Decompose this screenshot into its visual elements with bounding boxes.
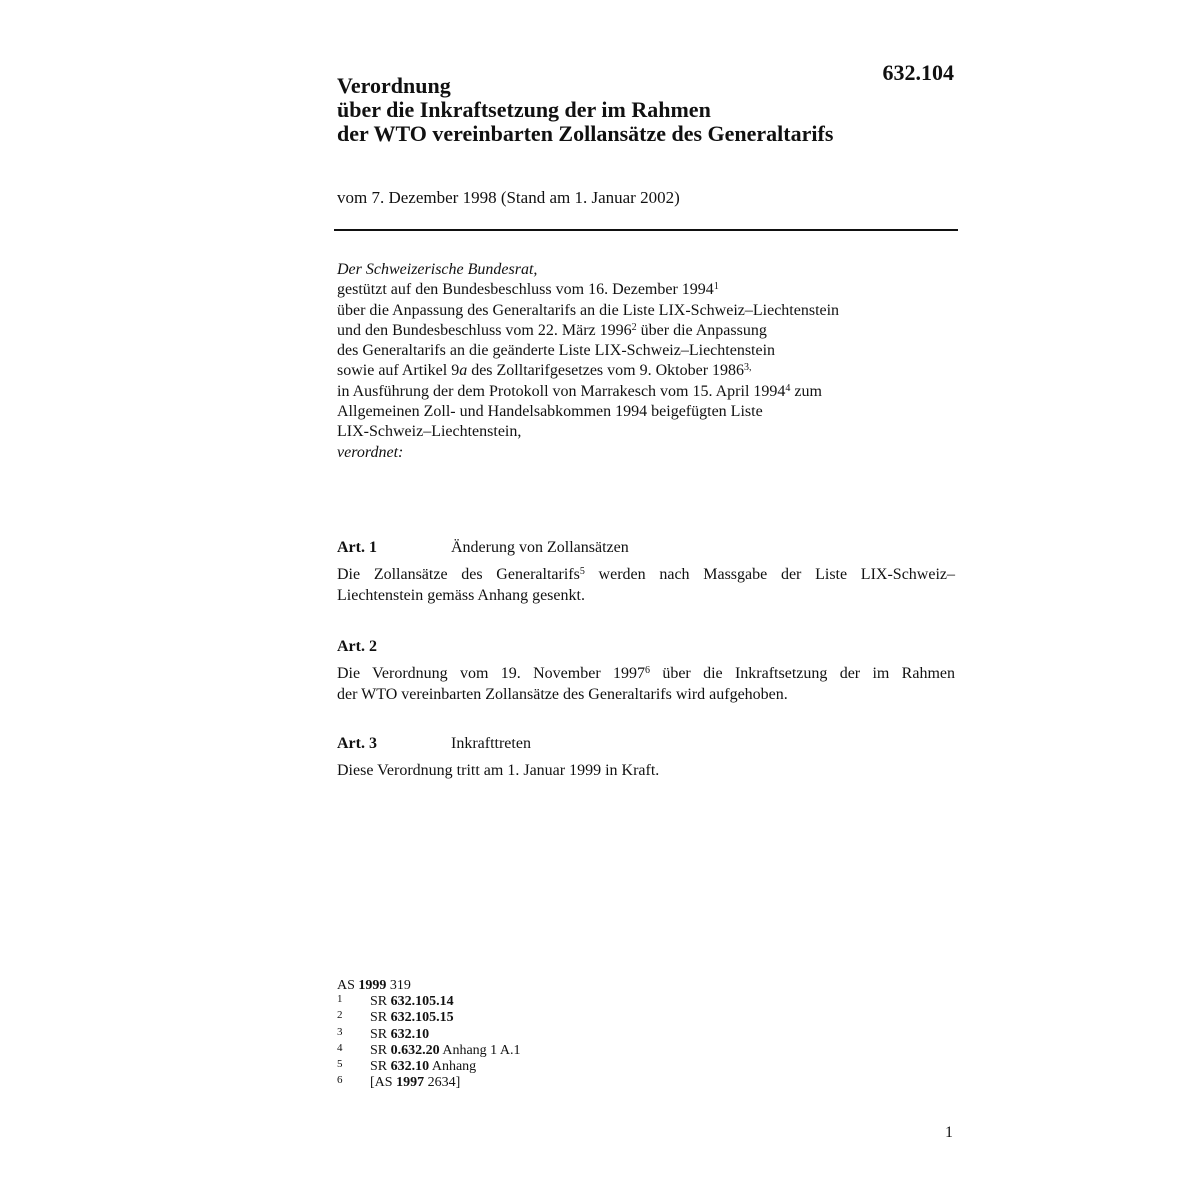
article-title: Inkrafttreten: [451, 735, 531, 752]
preamble-closing: verordnet:: [337, 443, 404, 461]
preamble-line: gestützt auf den Bundesbeschluss vom 16. Dezember 1994$^1$: [337, 281, 719, 299]
footnote-ref[interactable]: 3,: [744, 362, 752, 374]
date-line: vom 7. Dezember 1998 (Stand am 1. Januar 2002): [337, 188, 680, 207]
as-reference: AS 1999 319: [337, 978, 411, 993]
article-number: Art. 2: [337, 638, 377, 655]
preamble-line: sowie auf Artikel 9a des Zolltarifgesetzes vom 9. Oktober $1986^{3,}$: [337, 362, 752, 380]
footnote-ref[interactable]: 4: [785, 382, 791, 394]
document-title: [337, 74, 957, 146]
footnote-item: 2 SR 632.105.15: [337, 1009, 454, 1026]
title-line-1: Verordnung: [337, 73, 451, 98]
preamble-line: des Generaltarifs an die geänderte Liste LIX-Schweiz–Liechtenstein: [337, 342, 776, 360]
footnote-mark: 6: [337, 1074, 343, 1087]
footnote-ref[interactable]: 5: [579, 566, 585, 577]
preamble-line: in Ausführung der dem Protokoll von Marrakesch vom 15. April 1994$^4$ zum: [337, 382, 822, 400]
article-2: [337, 636, 955, 705]
footnote-item: 3 SR 632.10: [337, 1025, 430, 1042]
footnote-mark: 5: [337, 1057, 343, 1070]
title-divider: [334, 229, 958, 231]
footnote-item: 6 [AS 1997 2634]: [337, 1074, 461, 1091]
article-body: Die Zollansätze des Generaltarifs$^5$ werden nach Massgabe der Liste LIX-Schweiz– Liechtenstein gemäss Anhang gesenkt.: [337, 566, 955, 604]
article-1: [337, 537, 955, 606]
footnote-mark: 2: [337, 1009, 343, 1022]
title-line-2: über die Inkraftsetzung der im Rahmen: [337, 97, 711, 122]
footnotes: [337, 978, 521, 1091]
footnote-item: 1 SR 632.105.14: [337, 993, 454, 1010]
article-body: Die Verordnung vom 19. November 1997$^6$ über die Inkraftsetzung der im Rahmen der WTO vereinbarten Zollansätze des Generaltarifs wird aufgehoben.: [337, 665, 955, 703]
article-number: Art. 3: [337, 735, 377, 752]
preamble-line: über die Anpassung des Generaltarifs an die Liste LIX-Schweiz–Liechtenstein: [337, 301, 840, 319]
preamble-line: Allgemeinen Zoll- und Handelsabkommen 1994 beigefügten Liste: [337, 403, 763, 421]
title-line-3: der WTO vereinbarten Zollansätze des Generaltarifs: [337, 121, 834, 146]
preamble: [337, 260, 957, 463]
footnote-mark: 1: [337, 993, 343, 1006]
footnote-mark: 3: [337, 1025, 343, 1038]
article-heading: [337, 636, 955, 658]
article-heading: [337, 733, 955, 755]
footnote-ref[interactable]: 1: [713, 281, 719, 293]
footnote-ref[interactable]: 6: [644, 665, 650, 676]
preamble-line: LIX-Schweiz–Liechtenstein,: [337, 423, 522, 441]
article-title: Änderung von Zollansätzen: [451, 539, 629, 556]
footnote-item: 4 SR 0.632.20 Anhang 1 A.1: [337, 1041, 521, 1058]
footnote-item: 5 SR 632.10 Anhang: [337, 1057, 477, 1074]
preamble-authority: Der Schweizerische Bundesrat,: [337, 261, 538, 278]
footnote-ref[interactable]: 2: [631, 321, 637, 333]
article-heading: [337, 537, 955, 559]
article-3: [337, 733, 955, 782]
page-number: 1: [945, 1124, 953, 1141]
preamble-line: und den Bundesbeschluss vom 22. März 1996$^2$ über die Anpassung: [337, 321, 767, 339]
footnote-mark: 4: [337, 1041, 343, 1054]
article-number: Art. 1: [337, 539, 377, 556]
article-body: Diese Verordnung tritt am 1. Januar 1999 in Kraft.: [337, 762, 660, 779]
sr-number: 632.104: [882, 60, 954, 85]
